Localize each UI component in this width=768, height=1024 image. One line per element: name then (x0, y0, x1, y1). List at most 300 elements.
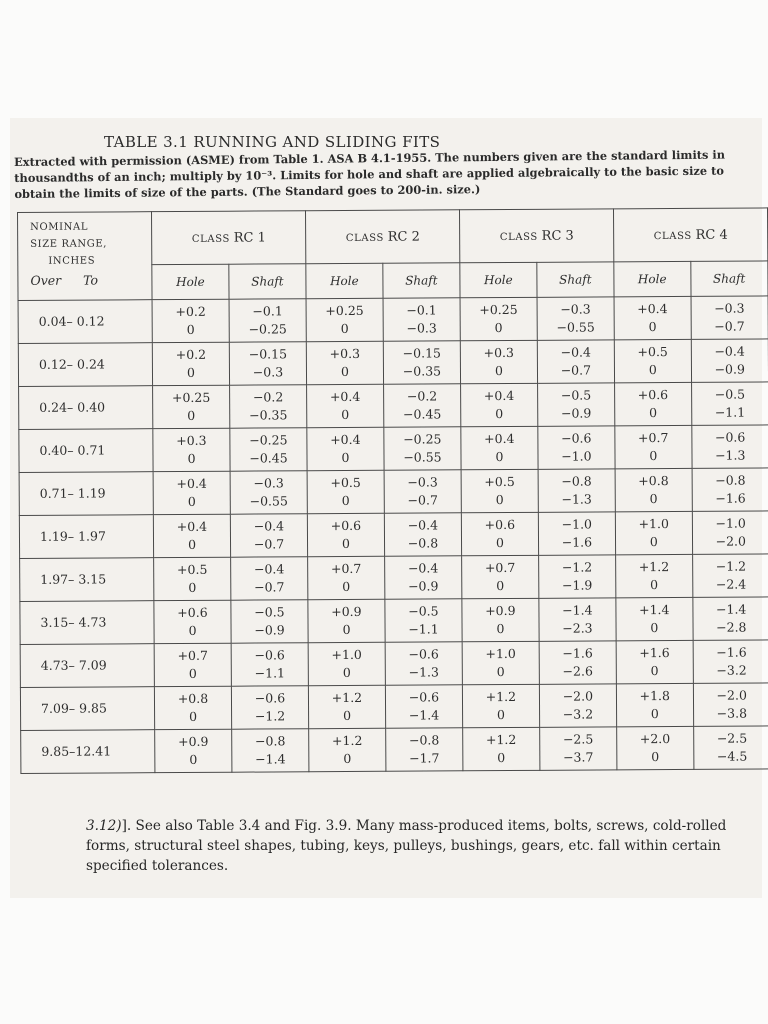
upper-limit-value: −0.6 (714, 429, 746, 445)
size-range-header (18, 212, 153, 301)
upper-limit-value: +0.5 (484, 473, 515, 490)
size-header-line-3: INCHES (48, 255, 96, 267)
upper-limit-value: +0.4 (484, 430, 515, 447)
shaft-limit-cell (538, 555, 616, 598)
shaft-header: Shaft (229, 264, 307, 299)
hole-limit-cell (462, 598, 539, 641)
shaft-header: Shaft (690, 261, 768, 296)
hole-limit-cell (460, 297, 537, 340)
hole-limit-cell (461, 469, 538, 512)
upper-limit-value: −0.2 (406, 388, 438, 404)
lower-limit-value: −3.2 (562, 706, 594, 722)
upper-limit-value: −2.5 (716, 730, 748, 746)
upper-limit-value: +0.9 (331, 603, 362, 620)
upper-limit-value: +0.4 (176, 518, 208, 535)
lower-limit-value: 0 (650, 577, 659, 593)
upper-limit-value: +0.3 (176, 432, 207, 449)
size-header-line-1: NOMINAL (30, 221, 89, 233)
size-range-cell: 4.73– 7.09 (20, 644, 155, 688)
hole-header: Hole (460, 262, 537, 297)
table-row (20, 640, 768, 688)
lower-limit-value: −0.9 (254, 622, 285, 638)
lower-limit-value: 0 (649, 405, 658, 421)
table-row (19, 511, 768, 559)
table-row (20, 597, 768, 645)
lower-limit-value: 0 (495, 492, 504, 508)
lower-limit-value: 0 (343, 750, 352, 767)
table-row (19, 382, 768, 430)
upper-limit-value: +0.9 (485, 602, 516, 619)
upper-limit-value: −1.2 (561, 559, 593, 575)
upper-limit-value: −2.0 (562, 688, 594, 704)
table-caption: Extracted with permission (ASME) from Table 1. ASA B 4.1-1955. The numbers given are the standard limits in thousandths of an inch; multiply by 10⁻³. Limits for hole and shaft are applied algebraically to the basic size to obtain the limits of size of the parts. (The Standard goes to 200-in. size.) (14, 147, 726, 201)
table-row (18, 296, 768, 344)
lower-limit-value: 0 (649, 448, 658, 464)
upper-limit-value: −0.5 (714, 386, 746, 402)
hole-limit-cell (462, 555, 539, 598)
shaft-limit-cell (385, 728, 463, 771)
upper-limit-value: −0.3 (407, 474, 438, 490)
shaft-limit-cell (539, 727, 617, 770)
shaft-limit-cell (539, 641, 617, 684)
shaft-limit-cell (692, 468, 768, 511)
hole-limit-cell (308, 642, 385, 685)
upper-limit-value: +0.6 (177, 604, 208, 621)
upper-limit-value: −1.4 (715, 601, 747, 617)
lower-limit-value: 0 (494, 320, 503, 336)
fits-table (17, 207, 768, 774)
upper-limit-value: −1.4 (562, 602, 593, 618)
hole-limit-cell (155, 729, 232, 772)
hole-limit-cell (463, 684, 540, 727)
shaft-limit-cell (384, 470, 462, 513)
upper-limit-value: −0.8 (254, 733, 286, 749)
shaft-limit-cell (229, 385, 307, 428)
hole-limit-cell (462, 641, 539, 684)
hole-limit-cell (155, 686, 232, 729)
upper-limit-value: +0.4 (637, 301, 668, 317)
shaft-limit-cell (383, 341, 461, 384)
hole-limit-cell (615, 468, 692, 511)
lower-limit-value: −0.7 (254, 579, 285, 595)
lower-limit-value: −3.2 (716, 662, 747, 678)
lower-limit-value: 0 (187, 407, 196, 423)
table-title: TABLE 3.1 RUNNING AND SLIDING FITS (104, 133, 441, 151)
lower-limit-value: 0 (496, 578, 505, 594)
upper-limit-value: −2.0 (716, 687, 747, 703)
table-row (21, 726, 768, 774)
upper-limit-value: +0.7 (637, 430, 669, 446)
lower-limit-value: −0.9 (407, 578, 439, 594)
shaft-header: Shaft (536, 262, 614, 297)
lower-limit-value: 0 (340, 363, 349, 380)
shaft-limit-cell (693, 640, 768, 683)
hole-limit-cell (616, 597, 693, 640)
shaft-limit-cell (385, 599, 463, 642)
hole-limit-cell (460, 340, 537, 383)
lower-limit-value: −1.1 (714, 404, 746, 420)
table-row (18, 339, 768, 387)
hole-limit-cell (154, 643, 231, 686)
shaft-limit-cell (231, 729, 309, 772)
upper-limit-value: +0.25 (325, 302, 364, 319)
shaft-limit-cell (230, 428, 308, 471)
lower-limit-value: 0 (650, 663, 659, 679)
upper-limit-value: −0.4 (407, 560, 439, 576)
upper-limit-value: +1.2 (331, 732, 363, 749)
hole-header: Hole (614, 261, 691, 296)
upper-limit-value: −0.25 (403, 431, 442, 447)
lower-limit-value: −0.9 (714, 361, 745, 377)
hole-limit-cell (309, 685, 386, 728)
lower-limit-value: −1.4 (408, 707, 440, 723)
upper-limit-value: −0.4 (253, 518, 285, 534)
to-label: To (83, 272, 99, 288)
shaft-limit-cell (385, 642, 463, 685)
size-range-cell: 0.12– 0.24 (18, 343, 153, 387)
lower-limit-value: 0 (340, 320, 349, 337)
upper-limit-value: +0.4 (329, 388, 361, 405)
upper-limit-value: −0.8 (408, 732, 440, 748)
upper-limit-value: −0.4 (560, 344, 591, 360)
shaft-limit-cell (384, 556, 462, 599)
lower-limit-value: −0.8 (407, 535, 439, 551)
upper-limit-value: +0.8 (638, 473, 669, 489)
lower-limit-value: −0.25 (248, 321, 287, 337)
upper-limit-value: +1.0 (638, 516, 669, 532)
upper-limit-value: −0.6 (254, 690, 286, 706)
lower-limit-value: −1.2 (254, 708, 286, 724)
lower-limit-value: 0 (649, 491, 658, 507)
upper-limit-value: −0.3 (714, 300, 745, 316)
shaft-limit-cell (384, 513, 462, 556)
table-row (20, 554, 768, 602)
hole-limit-cell (154, 514, 231, 557)
lower-limit-value: −4.5 (716, 748, 748, 764)
lower-limit-value: −1.7 (409, 750, 440, 766)
shaft-limit-cell (692, 554, 768, 597)
upper-limit-value: +1.8 (639, 688, 670, 704)
upper-limit-value: −0.15 (248, 346, 288, 362)
hole-limit-cell (462, 512, 539, 555)
lower-limit-value: 0 (342, 621, 351, 638)
upper-limit-value: −0.2 (252, 389, 284, 405)
lower-limit-value: −1.3 (408, 664, 439, 680)
lower-limit-value: −2.6 (562, 663, 593, 679)
shaft-limit-cell (538, 512, 616, 555)
size-range-cell: 0.24– 0.40 (19, 386, 154, 430)
lower-limit-value: −0.45 (249, 450, 288, 466)
lower-limit-value: −3.7 (562, 749, 594, 765)
hole-limit-cell (617, 726, 694, 769)
hole-limit-cell (615, 425, 692, 468)
upper-limit-value: +0.5 (176, 561, 208, 578)
lower-limit-value: 0 (187, 450, 196, 466)
upper-limit-value: −0.6 (408, 689, 440, 705)
upper-limit-value: +1.4 (639, 602, 670, 618)
shaft-limit-cell (692, 597, 768, 640)
class-rc4-header: CLASS RC 4 (614, 208, 768, 262)
hole-limit-cell (463, 727, 540, 770)
lower-limit-value: −3.8 (716, 705, 748, 721)
size-range-cell: 0.04– 0.12 (18, 300, 153, 344)
lower-limit-value: −0.7 (714, 318, 745, 334)
shaft-limit-cell (230, 557, 308, 600)
upper-limit-value: +0.6 (637, 387, 669, 403)
upper-limit-value: +0.7 (330, 560, 362, 577)
shaft-limit-cell (229, 299, 307, 342)
table-row (20, 683, 768, 731)
hole-limit-cell (308, 599, 385, 642)
lower-limit-value: 0 (341, 449, 350, 466)
shaft-limit-cell (384, 427, 462, 470)
lower-limit-value: 0 (495, 406, 504, 422)
hole-header: Hole (152, 264, 229, 299)
lower-limit-value: 0 (186, 321, 195, 337)
shaft-limit-cell (539, 598, 617, 641)
hole-limit-cell (307, 470, 384, 513)
shaft-limit-cell (383, 298, 461, 341)
upper-limit-value: −0.8 (561, 473, 592, 489)
lower-limit-value: 0 (187, 493, 196, 509)
body-paragraph (86, 816, 736, 876)
lower-limit-value: −0.35 (402, 363, 442, 379)
upper-limit-value: +0.25 (479, 301, 518, 318)
lower-limit-value: 0 (650, 706, 659, 722)
shaft-header: Shaft (383, 263, 461, 298)
shaft-limit-cell (230, 514, 308, 557)
upper-limit-value: +0.3 (329, 345, 361, 362)
class-rc2-header: CLASS RC 2 (306, 210, 460, 264)
shaft-limit-cell (693, 683, 768, 726)
paragraph-text: ]. See also Table 3.4 and Fig. 3.9. Many mass-produced items, bolts, screws, cold-rolled forms, structural steel shapes, tubing, keys, pulleys, bushings, gears, etc. fall within certain specified tolerances. (86, 818, 727, 874)
shaft-limit-cell (691, 339, 768, 382)
hole-limit-cell (154, 557, 231, 600)
lower-limit-value: 0 (496, 621, 505, 637)
lower-limit-value: −2.4 (715, 576, 747, 592)
shaft-limit-cell (537, 297, 615, 340)
hole-limit-cell (154, 600, 231, 643)
lower-limit-value: 0 (341, 406, 350, 423)
lower-limit-value: −0.7 (407, 492, 438, 508)
lower-limit-value: 0 (342, 578, 351, 595)
lower-limit-value: 0 (495, 449, 504, 465)
hole-limit-cell (309, 728, 386, 771)
size-range-cell: 9.85–12.41 (21, 730, 156, 774)
lower-limit-value: −1.6 (561, 534, 593, 550)
upper-limit-value: −0.4 (407, 517, 439, 533)
lower-limit-value: −1.6 (715, 490, 746, 506)
lower-limit-value: −0.45 (402, 406, 442, 422)
class-rc3-header: CLASS RC 3 (460, 209, 614, 263)
lower-limit-value: 0 (649, 534, 658, 550)
upper-limit-value: +1.2 (485, 731, 517, 748)
class-rc1-header: CLASS RC 1 (152, 211, 306, 265)
upper-limit-value: −1.6 (562, 645, 593, 661)
lower-limit-value: 0 (343, 707, 352, 724)
lower-limit-value: −1.0 (561, 448, 592, 464)
upper-limit-value: +0.3 (483, 344, 515, 361)
size-range-cell: 0.40– 0.71 (19, 429, 154, 473)
upper-limit-value: +1.0 (485, 645, 516, 662)
hole-limit-cell (153, 342, 230, 385)
lower-limit-value: −1.4 (255, 751, 286, 767)
lower-limit-value: 0 (186, 364, 196, 380)
upper-limit-value: +1.0 (331, 646, 362, 663)
hole-limit-cell (615, 511, 692, 554)
upper-limit-value: +0.6 (484, 516, 516, 533)
size-range-cell: 3.15– 4.73 (20, 601, 155, 645)
upper-limit-value: +0.4 (330, 431, 361, 448)
size-range-cell: 0.71– 1.19 (19, 472, 154, 516)
shaft-limit-cell (537, 426, 615, 469)
lower-limit-value: −0.55 (249, 493, 288, 509)
hole-limit-cell (614, 296, 691, 339)
shaft-limit-cell (230, 471, 308, 514)
upper-limit-value: −0.5 (560, 387, 592, 403)
upper-limit-value: +0.5 (637, 344, 668, 360)
lower-limit-value: −2.3 (562, 620, 593, 636)
lower-limit-value: 0 (341, 492, 350, 509)
hole-header: Hole (306, 263, 383, 298)
upper-limit-value: −0.25 (249, 432, 288, 448)
lower-limit-value: 0 (496, 664, 505, 680)
lower-limit-value: −1.9 (561, 577, 593, 593)
upper-limit-value: +0.5 (330, 474, 361, 491)
paragraph-lead: 3.12) (86, 818, 122, 834)
shaft-limit-cell (383, 384, 461, 427)
lower-limit-value: −0.7 (253, 536, 285, 552)
lower-limit-value: 0 (189, 708, 198, 724)
shaft-limit-cell (692, 511, 768, 554)
upper-limit-value: +0.6 (330, 517, 362, 534)
upper-limit-value: −0.5 (254, 604, 285, 620)
shaft-limit-cell (229, 342, 307, 385)
lower-limit-value: −0.7 (560, 362, 592, 378)
upper-limit-value: −0.8 (715, 472, 746, 488)
upper-limit-value: +0.9 (178, 733, 209, 750)
upper-limit-value: −0.6 (254, 647, 285, 663)
upper-limit-value: −1.0 (561, 516, 593, 532)
lower-limit-value: 0 (342, 664, 351, 681)
hole-limit-cell (614, 339, 691, 382)
lower-limit-value: −0.55 (403, 449, 442, 465)
lower-limit-value: −0.9 (560, 405, 592, 421)
lower-limit-value: −0.55 (556, 319, 595, 335)
upper-limit-value: −0.1 (406, 302, 437, 318)
upper-limit-value: −0.6 (408, 646, 439, 662)
hole-limit-cell (308, 513, 385, 556)
upper-limit-value: +1.6 (639, 645, 670, 661)
hole-limit-cell (308, 556, 385, 599)
lower-limit-value: 0 (188, 665, 197, 681)
upper-limit-value: −0.4 (253, 561, 285, 577)
lower-limit-value: −0.3 (406, 320, 437, 336)
lower-limit-value: 0 (189, 751, 198, 767)
lower-limit-value: 0 (188, 622, 197, 638)
upper-limit-value: +0.2 (175, 346, 207, 363)
upper-limit-value: −0.3 (253, 475, 284, 491)
over-label: Over (30, 272, 62, 288)
upper-limit-value: −0.6 (561, 430, 592, 446)
shaft-limit-cell (537, 340, 615, 383)
shaft-limit-cell (538, 469, 616, 512)
lower-limit-value: 0 (188, 579, 197, 595)
lower-limit-value: −2.0 (715, 533, 746, 549)
upper-limit-value: −0.5 (408, 603, 439, 619)
upper-limit-value: +2.0 (639, 731, 671, 747)
upper-limit-value: −0.1 (252, 303, 283, 319)
upper-limit-value: −0.3 (560, 301, 591, 317)
over-to-labels (30, 271, 151, 289)
hole-limit-cell (617, 683, 694, 726)
upper-limit-value: +1.2 (331, 689, 363, 706)
upper-limit-value: +0.4 (483, 387, 515, 404)
upper-limit-value: +0.25 (171, 389, 211, 406)
upper-limit-value: +1.2 (485, 688, 517, 705)
upper-limit-value: +0.7 (177, 647, 208, 664)
shaft-limit-cell (231, 643, 309, 686)
table-row (19, 468, 768, 516)
hole-limit-cell (461, 426, 538, 469)
hole-limit-cell (153, 428, 230, 471)
hole-limit-cell (153, 385, 230, 428)
upper-limit-value: +0.4 (176, 475, 207, 492)
upper-limit-value: +1.2 (638, 559, 670, 575)
hole-limit-cell (307, 427, 384, 470)
fits-table-body (18, 296, 768, 774)
size-range-cell: 1.97– 3.15 (20, 558, 155, 602)
shaft-limit-cell (537, 383, 615, 426)
hole-limit-cell (153, 471, 230, 514)
shaft-limit-cell (231, 686, 309, 729)
upper-limit-value: −0.4 (714, 343, 745, 359)
lower-limit-value: 0 (497, 750, 506, 766)
hole-limit-cell (461, 383, 538, 426)
lower-limit-value: −2.8 (716, 619, 747, 635)
upper-limit-value: −0.15 (402, 345, 442, 361)
lower-limit-value: −1.1 (254, 665, 286, 681)
lower-limit-value: 0 (648, 362, 657, 378)
hole-limit-cell (307, 384, 384, 427)
hole-limit-cell (615, 382, 692, 425)
shaft-limit-cell (539, 684, 617, 727)
upper-limit-value: −1.0 (715, 515, 746, 531)
upper-limit-value: −1.2 (715, 558, 747, 574)
lower-limit-value: −1.3 (715, 447, 746, 463)
upper-limit-value: −2.5 (562, 731, 594, 747)
lower-limit-value: −1.1 (408, 621, 439, 637)
size-range-cell: 7.09– 9.85 (20, 687, 155, 731)
upper-limit-value: +0.8 (177, 690, 209, 707)
shaft-limit-cell (693, 726, 768, 769)
hole-limit-cell (306, 298, 383, 341)
lower-limit-value: −0.35 (249, 407, 288, 423)
shaft-limit-cell (691, 296, 768, 339)
hole-limit-cell (616, 640, 693, 683)
shaft-limit-cell (385, 685, 463, 728)
lower-limit-value: 0 (496, 707, 506, 723)
lower-limit-value: 0 (188, 536, 197, 552)
lower-limit-value: 0 (494, 363, 503, 379)
lower-limit-value: −1.3 (561, 491, 592, 507)
upper-limit-value: −1.6 (716, 644, 747, 660)
hole-limit-cell (152, 299, 229, 342)
shaft-limit-cell (231, 600, 309, 643)
size-header-line-2: SIZE RANGE, (30, 238, 108, 250)
lower-limit-value: 0 (650, 620, 659, 636)
upper-limit-value: +0.7 (484, 559, 516, 576)
